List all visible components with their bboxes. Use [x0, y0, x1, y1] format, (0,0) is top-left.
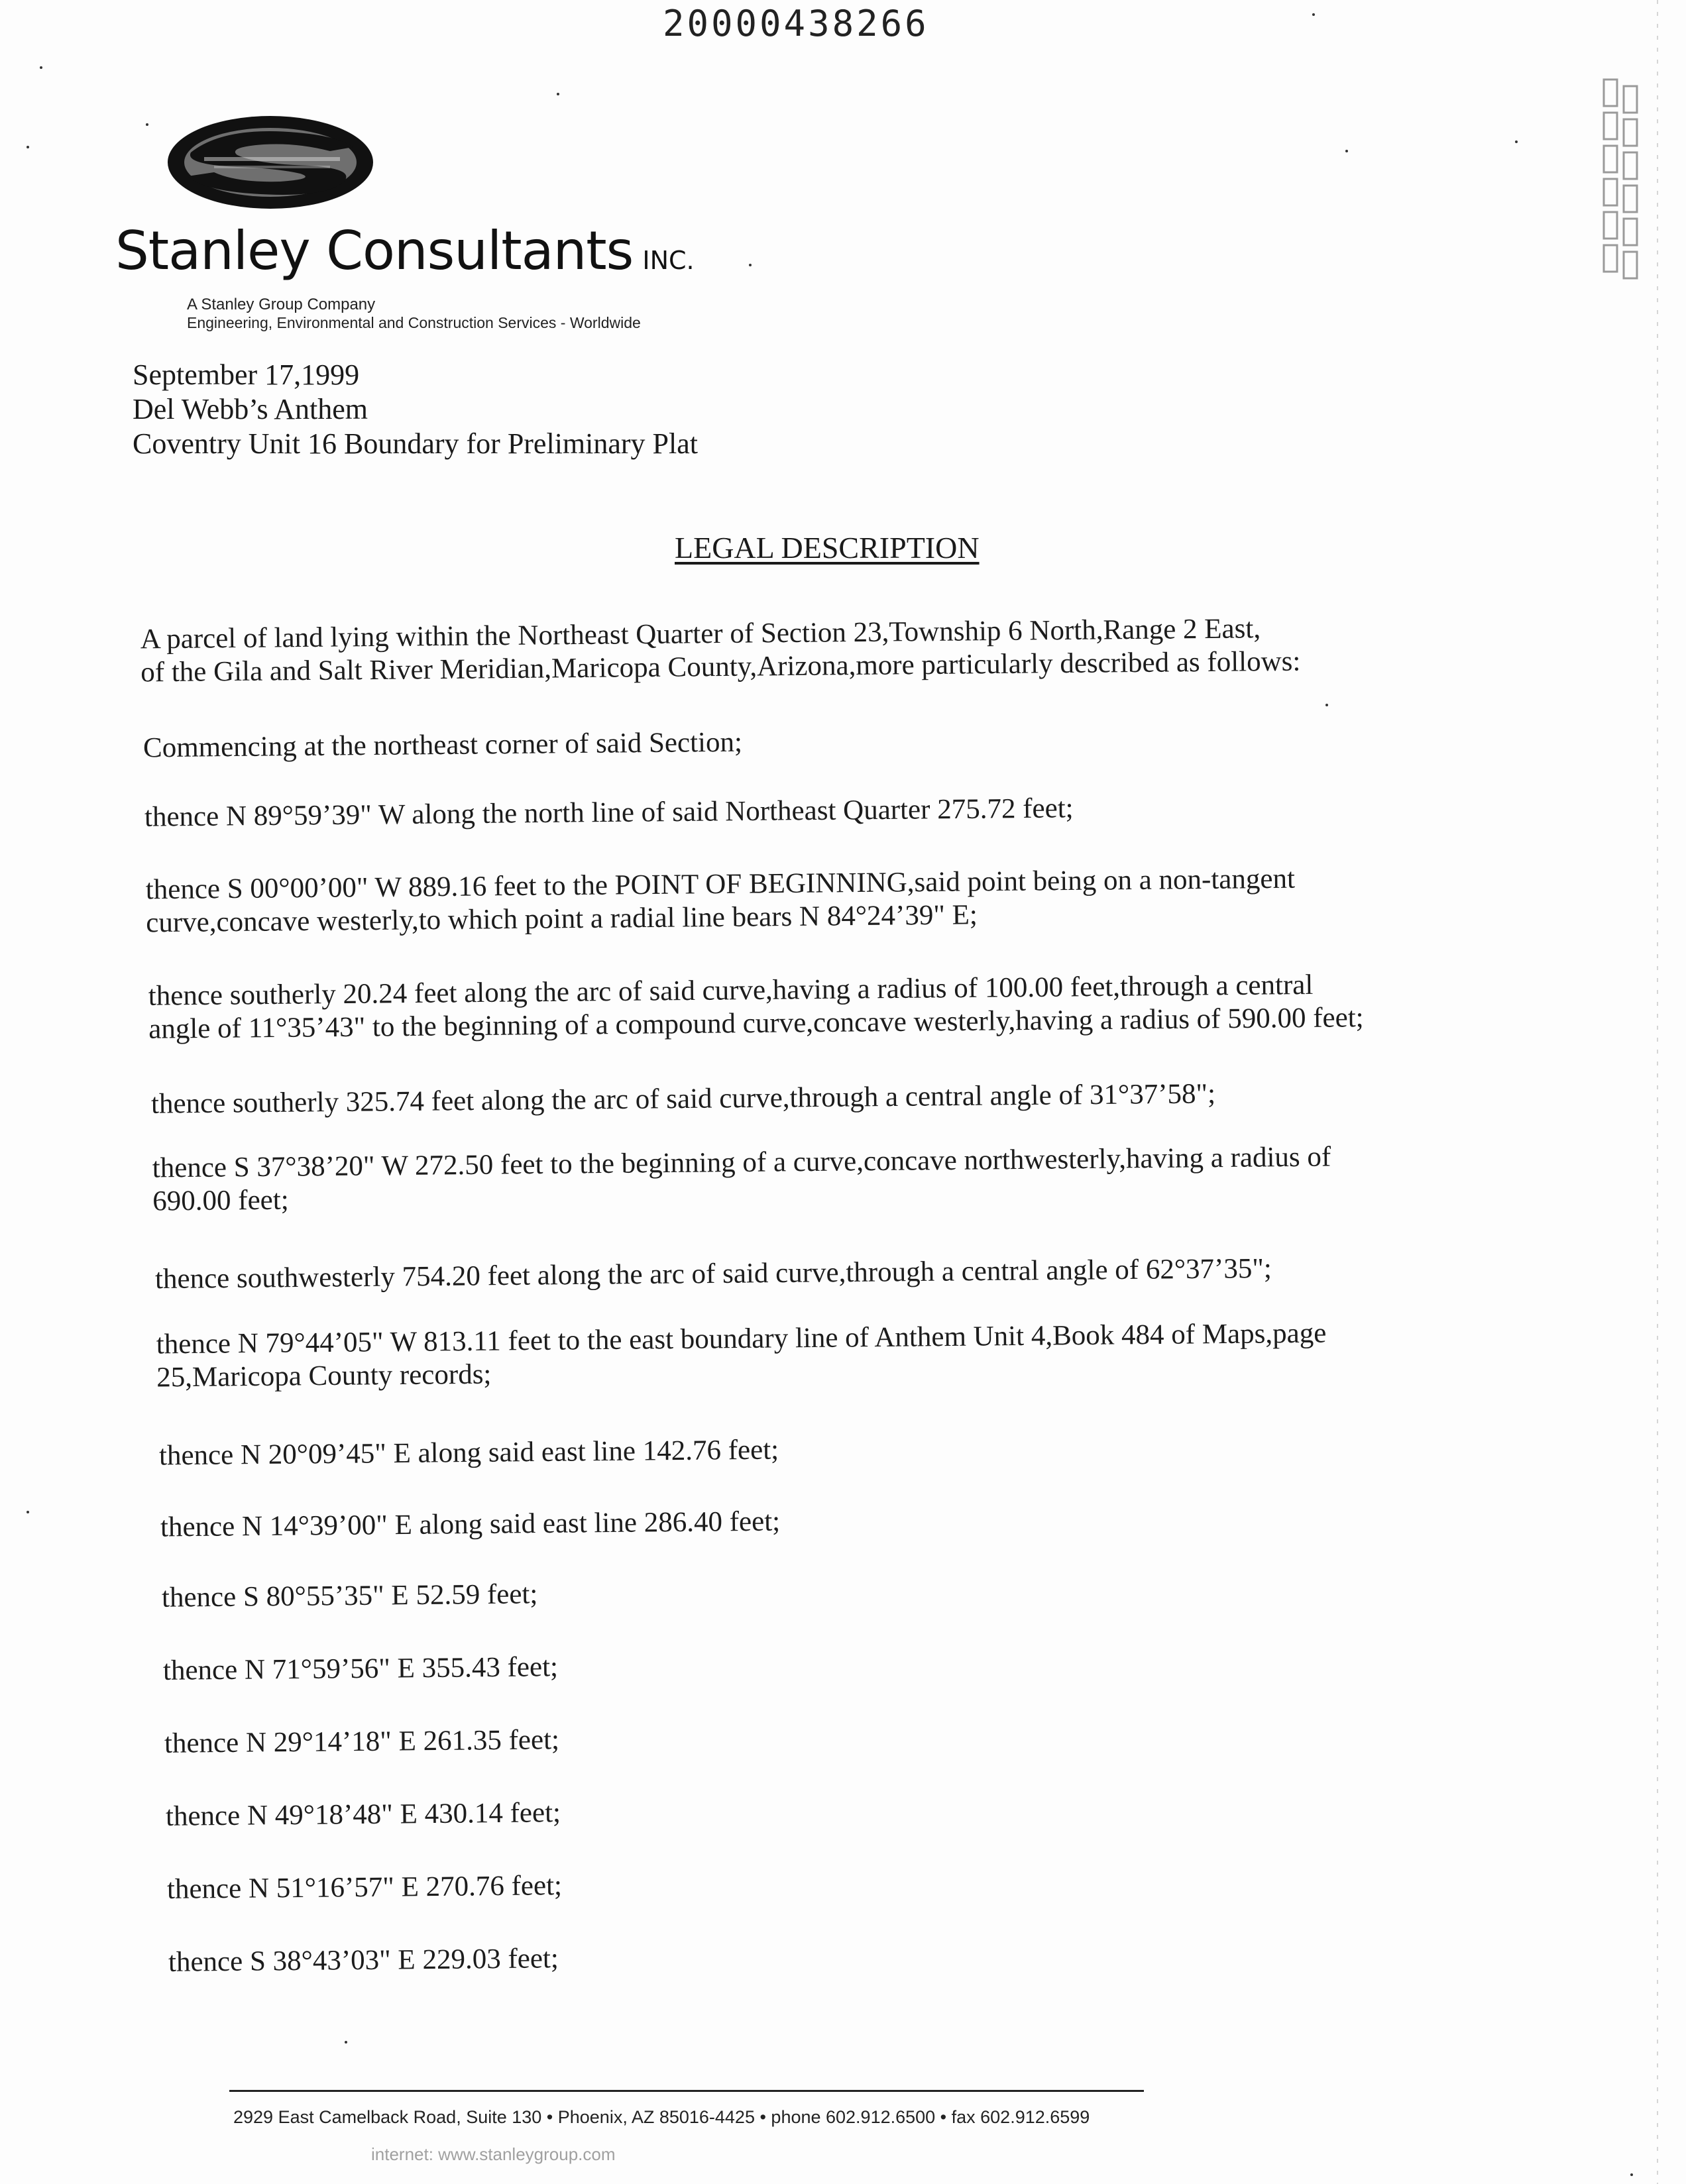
paragraph-11: [160, 1505, 781, 1545]
paragraph-line: thence N 79°44’05" W 813.11 feet to the east boundary line of Anthem Unit 4,Book 484 of Maps,page: [156, 1317, 1327, 1360]
paragraph-line: thence N 51°16’57" E 270.76 feet;: [166, 1870, 563, 1905]
paragraph-16: [167, 1869, 562, 1906]
paragraph-line: thence S 37°38’20" W 272.50 feet to the beginning of a curve,concave northwesterly,having a radius of: [152, 1141, 1331, 1184]
paragraph-17: [168, 1942, 559, 1979]
paragraph-line: thence southwesterly 754.20 feet along the arc of said curve,through a central angle of 62°37’35";: [154, 1252, 1272, 1295]
paragraph-line: thence N 29°14’18" E 261.35 feet;: [164, 1724, 560, 1759]
company-tagline-1: A Stanley Group Company: [187, 296, 376, 313]
footer-address: 2929 East Camelback Road, Suite 130 • Phoenix, AZ 85016-4425 • phone 602.912.6500 • fax 602.912.6599: [233, 2107, 1090, 2127]
company-name: [115, 220, 695, 282]
paragraph-7: [152, 1140, 1331, 1218]
document-number: 20000438266: [663, 3, 929, 44]
company-name-text: Stanley Consultants: [115, 220, 634, 282]
company-suffix: INC.: [642, 246, 695, 275]
paragraph-2: [143, 726, 742, 765]
scan-speck: [1345, 150, 1348, 152]
paragraph-line: thence N 89°59’39" W along the north line of said Northeast Quarter 275.72 feet;: [144, 792, 1074, 833]
header-block: [133, 358, 698, 461]
paragraph-5: [148, 968, 1364, 1046]
letter-date: September 17,1999: [133, 358, 360, 391]
paragraph-line: thence S 38°43’03" E 229.03 feet;: [168, 1943, 559, 1978]
paragraph-line: thence southerly 20.24 feet along the arc of said curve,having a radius of 100.00 feet,through a central: [148, 969, 1314, 1012]
scan-speck: [27, 1511, 29, 1513]
scan-edge-line: [1657, 0, 1658, 2184]
paragraph-13: [163, 1651, 558, 1688]
paragraph-line: 25,Maricopa County records;: [156, 1358, 492, 1393]
document-title: LEGAL DESCRIPTION: [675, 531, 980, 565]
paragraph-9: [156, 1317, 1327, 1395]
paragraph-line: thence N 14°39’00" E along said east line 286.40 feet;: [160, 1505, 781, 1543]
scan-speck: [1325, 704, 1328, 706]
paragraph-line: 690.00 feet;: [152, 1184, 289, 1217]
stanley-logo-icon: [164, 113, 376, 212]
scan-speck: [27, 146, 29, 148]
paragraph-4: [146, 863, 1296, 940]
margin-stamp: [1597, 73, 1650, 298]
paragraph-1: [140, 612, 1301, 690]
paragraph-line: thence southerly 325.74 feet along the arc of said curve,through a central angle of 31°37’58";: [150, 1078, 1216, 1120]
paragraph-15: [166, 1796, 561, 1833]
scan-speck: [40, 66, 42, 69]
paragraph-6: [151, 1077, 1215, 1120]
project-name: Del Webb’s Anthem: [133, 393, 368, 425]
paragraph-line: thence N 49°18’48" E 430.14 feet;: [165, 1797, 561, 1832]
footer-divider: [229, 2090, 1144, 2092]
company-tagline-2: Engineering, Environmental and Construction Services - Worldwide: [187, 314, 641, 331]
paragraph-line: angle of 11°35’43" to the beginning of a compound curve,concave westerly,having a radius of 590.00 feet;: [148, 1002, 1364, 1045]
paragraph-line: thence S 00°00’00" W 889.16 feet to the POINT OF BEGINNING,said point being on a non-tangent: [145, 863, 1296, 906]
paragraph-line: thence N 71°59’56" E 355.43 feet;: [162, 1651, 559, 1686]
paragraph-8: [155, 1252, 1272, 1296]
scan-speck: [345, 2041, 347, 2044]
paragraph-line: Commencing at the northeast corner of said Section;: [142, 726, 743, 764]
paragraph-14: [164, 1723, 559, 1761]
paragraph-10: [159, 1434, 779, 1473]
scan-speck: [146, 123, 148, 126]
paragraph-12: [162, 1578, 538, 1614]
scan-speck: [557, 93, 559, 95]
scan-speck: [1630, 2173, 1633, 2176]
paragraph-line: thence S 80°55’35" E 52.59 feet;: [161, 1578, 538, 1613]
paragraph-3: [144, 792, 1074, 834]
scan-speck: [749, 264, 752, 266]
subject-line: Coventry Unit 16 Boundary for Preliminary Plat: [133, 427, 698, 460]
paragraph-line: thence N 20°09’45" E along said east line 142.76 feet;: [158, 1434, 779, 1472]
footer-web: internet: www.stanleygroup.com: [371, 2144, 616, 2164]
scan-speck: [1312, 13, 1315, 16]
paragraph-line: curve,concave westerly,to which point a radial line bears N 84°24’39" E;: [146, 899, 978, 939]
scan-speck: [1515, 140, 1518, 143]
paragraph-line: A parcel of land lying within the Northeast Quarter of Section 23,Township 6 North,Range 2 East,: [140, 613, 1261, 655]
paragraph-line: of the Gila and Salt River Meridian,Maricopa County,Arizona,more particularly described as follows:: [140, 645, 1301, 688]
